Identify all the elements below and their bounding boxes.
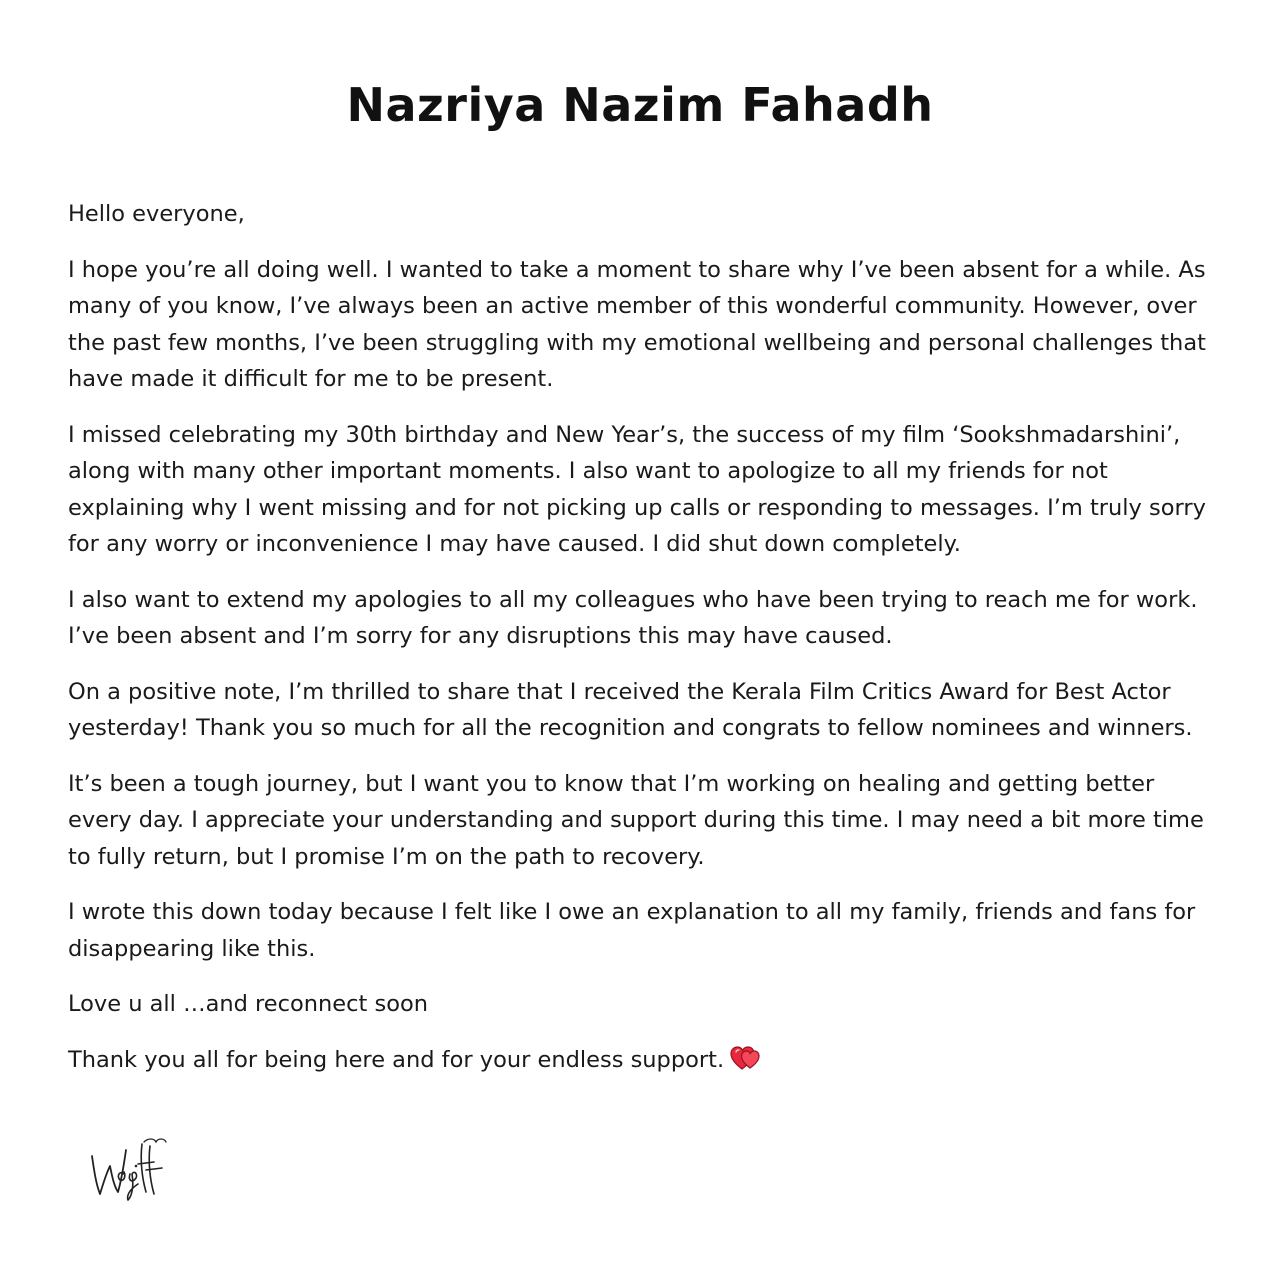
paragraph-5: It’s been a tough journey, but I want you to know that I’m working on healing and getting better every day. I appreciate your understanding and support during this time. I may need a bit more time to fully return, but I promise I’m on the path to recovery.	[68, 770, 1204, 870]
greeting: Hello everyone,	[68, 201, 245, 227]
handwritten-signature	[84, 1134, 168, 1204]
paragraph-1: I hope you’re all doing well. I wanted to take a moment to share why I’ve been absent for a while. As many of you know, I’ve always been an active member of this wonderful community. However, over the past few months, I’ve been struggling with my emotional wellbeing and personal challenges that have made it difficult for me to be present.	[68, 256, 1206, 392]
paragraph-4: On a positive note, I’m thrilled to share that I received the Kerala Film Critics Award for Best Actor yesterday! Thank you so much for all the recognition and congrats to fellow nominees and winners.	[68, 678, 1193, 741]
closing-text: Thank you all for being here and for your endless support.	[68, 1046, 725, 1073]
paragraph-6: I wrote this down today because I felt like I owe an explanation to all my family, friends and fans for disappearing like this.	[68, 899, 1196, 962]
paragraph-7: Love u all …and reconnect soon	[68, 991, 429, 1017]
closing-line	[68, 1042, 1218, 1079]
double-heart-icon	[730, 1044, 762, 1072]
paragraph-3: I also want to extend my apologies to all my colleagues who have been trying to reach me for work. I’ve been absent and I’m sorry for any disruptions this may have caused.	[68, 586, 1198, 649]
letter-body	[68, 196, 1218, 1097]
paragraph-2: I missed celebrating my 30th birthday and New Year’s, the success of my film ‘Sookshmadarshini’, along with many other important moments. I also want to apologize to all my friends for not explaining why I went missing and for not picking up calls or responding to messages. I’m truly sorry for any worry or inconvenience I may have caused. I did shut down completely.	[68, 421, 1206, 557]
letter-title: Nazriya Nazim Fahadh	[346, 78, 934, 132]
